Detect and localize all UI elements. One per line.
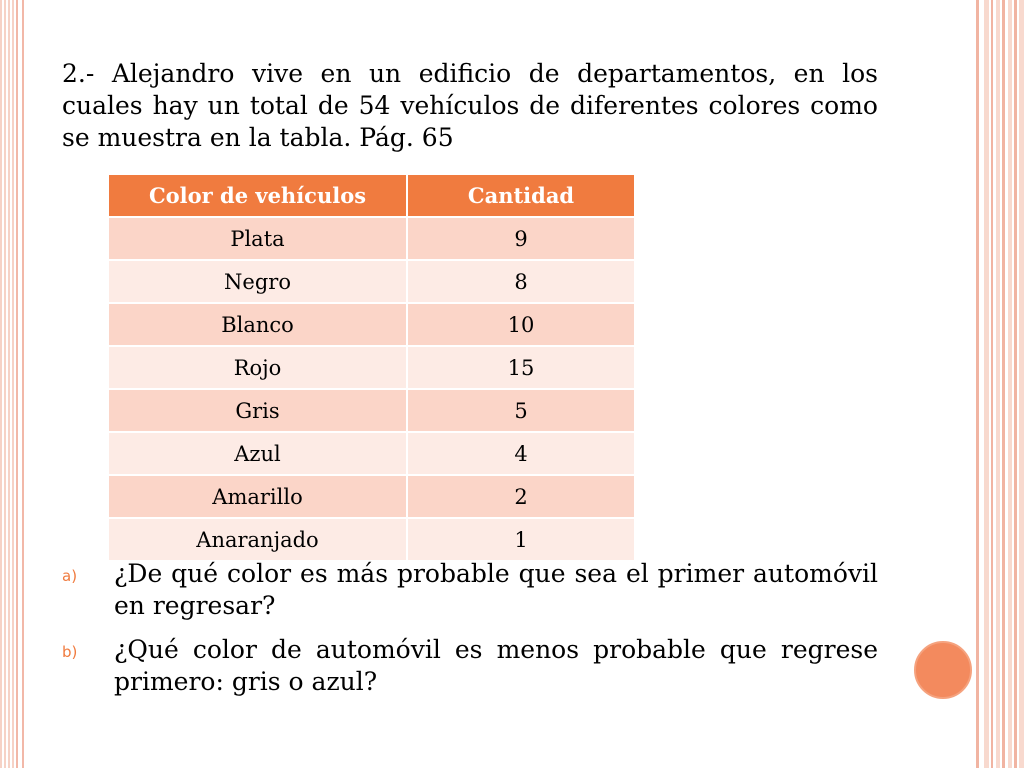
left-decorative-border (0, 0, 18, 768)
right-decorative-border (974, 0, 1024, 768)
cell-color: Anaranjado (109, 518, 407, 560)
question-b (62, 634, 878, 698)
cell-color: Amarillo (109, 475, 407, 518)
cell-quantity: 10 (407, 303, 634, 346)
problem-statement: 2.- Alejandro vive en un edificio de departamentos, en los cuales hay un total de 54 vehículos de diferentes colores como se muestra en la tabla. Pág. 65 (62, 59, 878, 152)
cell-color: Plata (109, 217, 407, 260)
table-row (109, 260, 634, 303)
table-row (109, 303, 634, 346)
cell-quantity: 4 (407, 432, 634, 475)
question-marker: a) (62, 567, 78, 585)
question-text: ¿Qué color de automóvil es menos probable que regrese primero: gris o azul? (114, 635, 878, 696)
cell-quantity: 9 (407, 217, 634, 260)
cell-quantity: 5 (407, 389, 634, 432)
slide-content (62, 58, 878, 154)
header-quantity: Cantidad (407, 175, 634, 217)
question-list (62, 558, 878, 710)
cell-color: Negro (109, 260, 407, 303)
cell-color: Rojo (109, 346, 407, 389)
question-text: ¿De qué color es más probable que sea el primer automóvil en regresar? (114, 559, 878, 620)
header-color: Color de vehículos (109, 175, 407, 217)
cell-quantity: 2 (407, 475, 634, 518)
cell-quantity: 15 (407, 346, 634, 389)
cell-quantity: 8 (407, 260, 634, 303)
question-a (62, 558, 878, 622)
cell-color: Azul (109, 432, 407, 475)
question-marker: b) (62, 643, 78, 661)
table-row (109, 389, 634, 432)
table-header-row (109, 175, 634, 217)
table-row (109, 475, 634, 518)
decorative-circle (914, 641, 972, 699)
cell-color: Blanco (109, 303, 407, 346)
table-row (109, 432, 634, 475)
cell-color: Gris (109, 389, 407, 432)
cell-quantity: 1 (407, 518, 634, 560)
table-row (109, 346, 634, 389)
vehicle-color-table (109, 175, 634, 560)
table-row (109, 518, 634, 560)
table-row (109, 217, 634, 260)
